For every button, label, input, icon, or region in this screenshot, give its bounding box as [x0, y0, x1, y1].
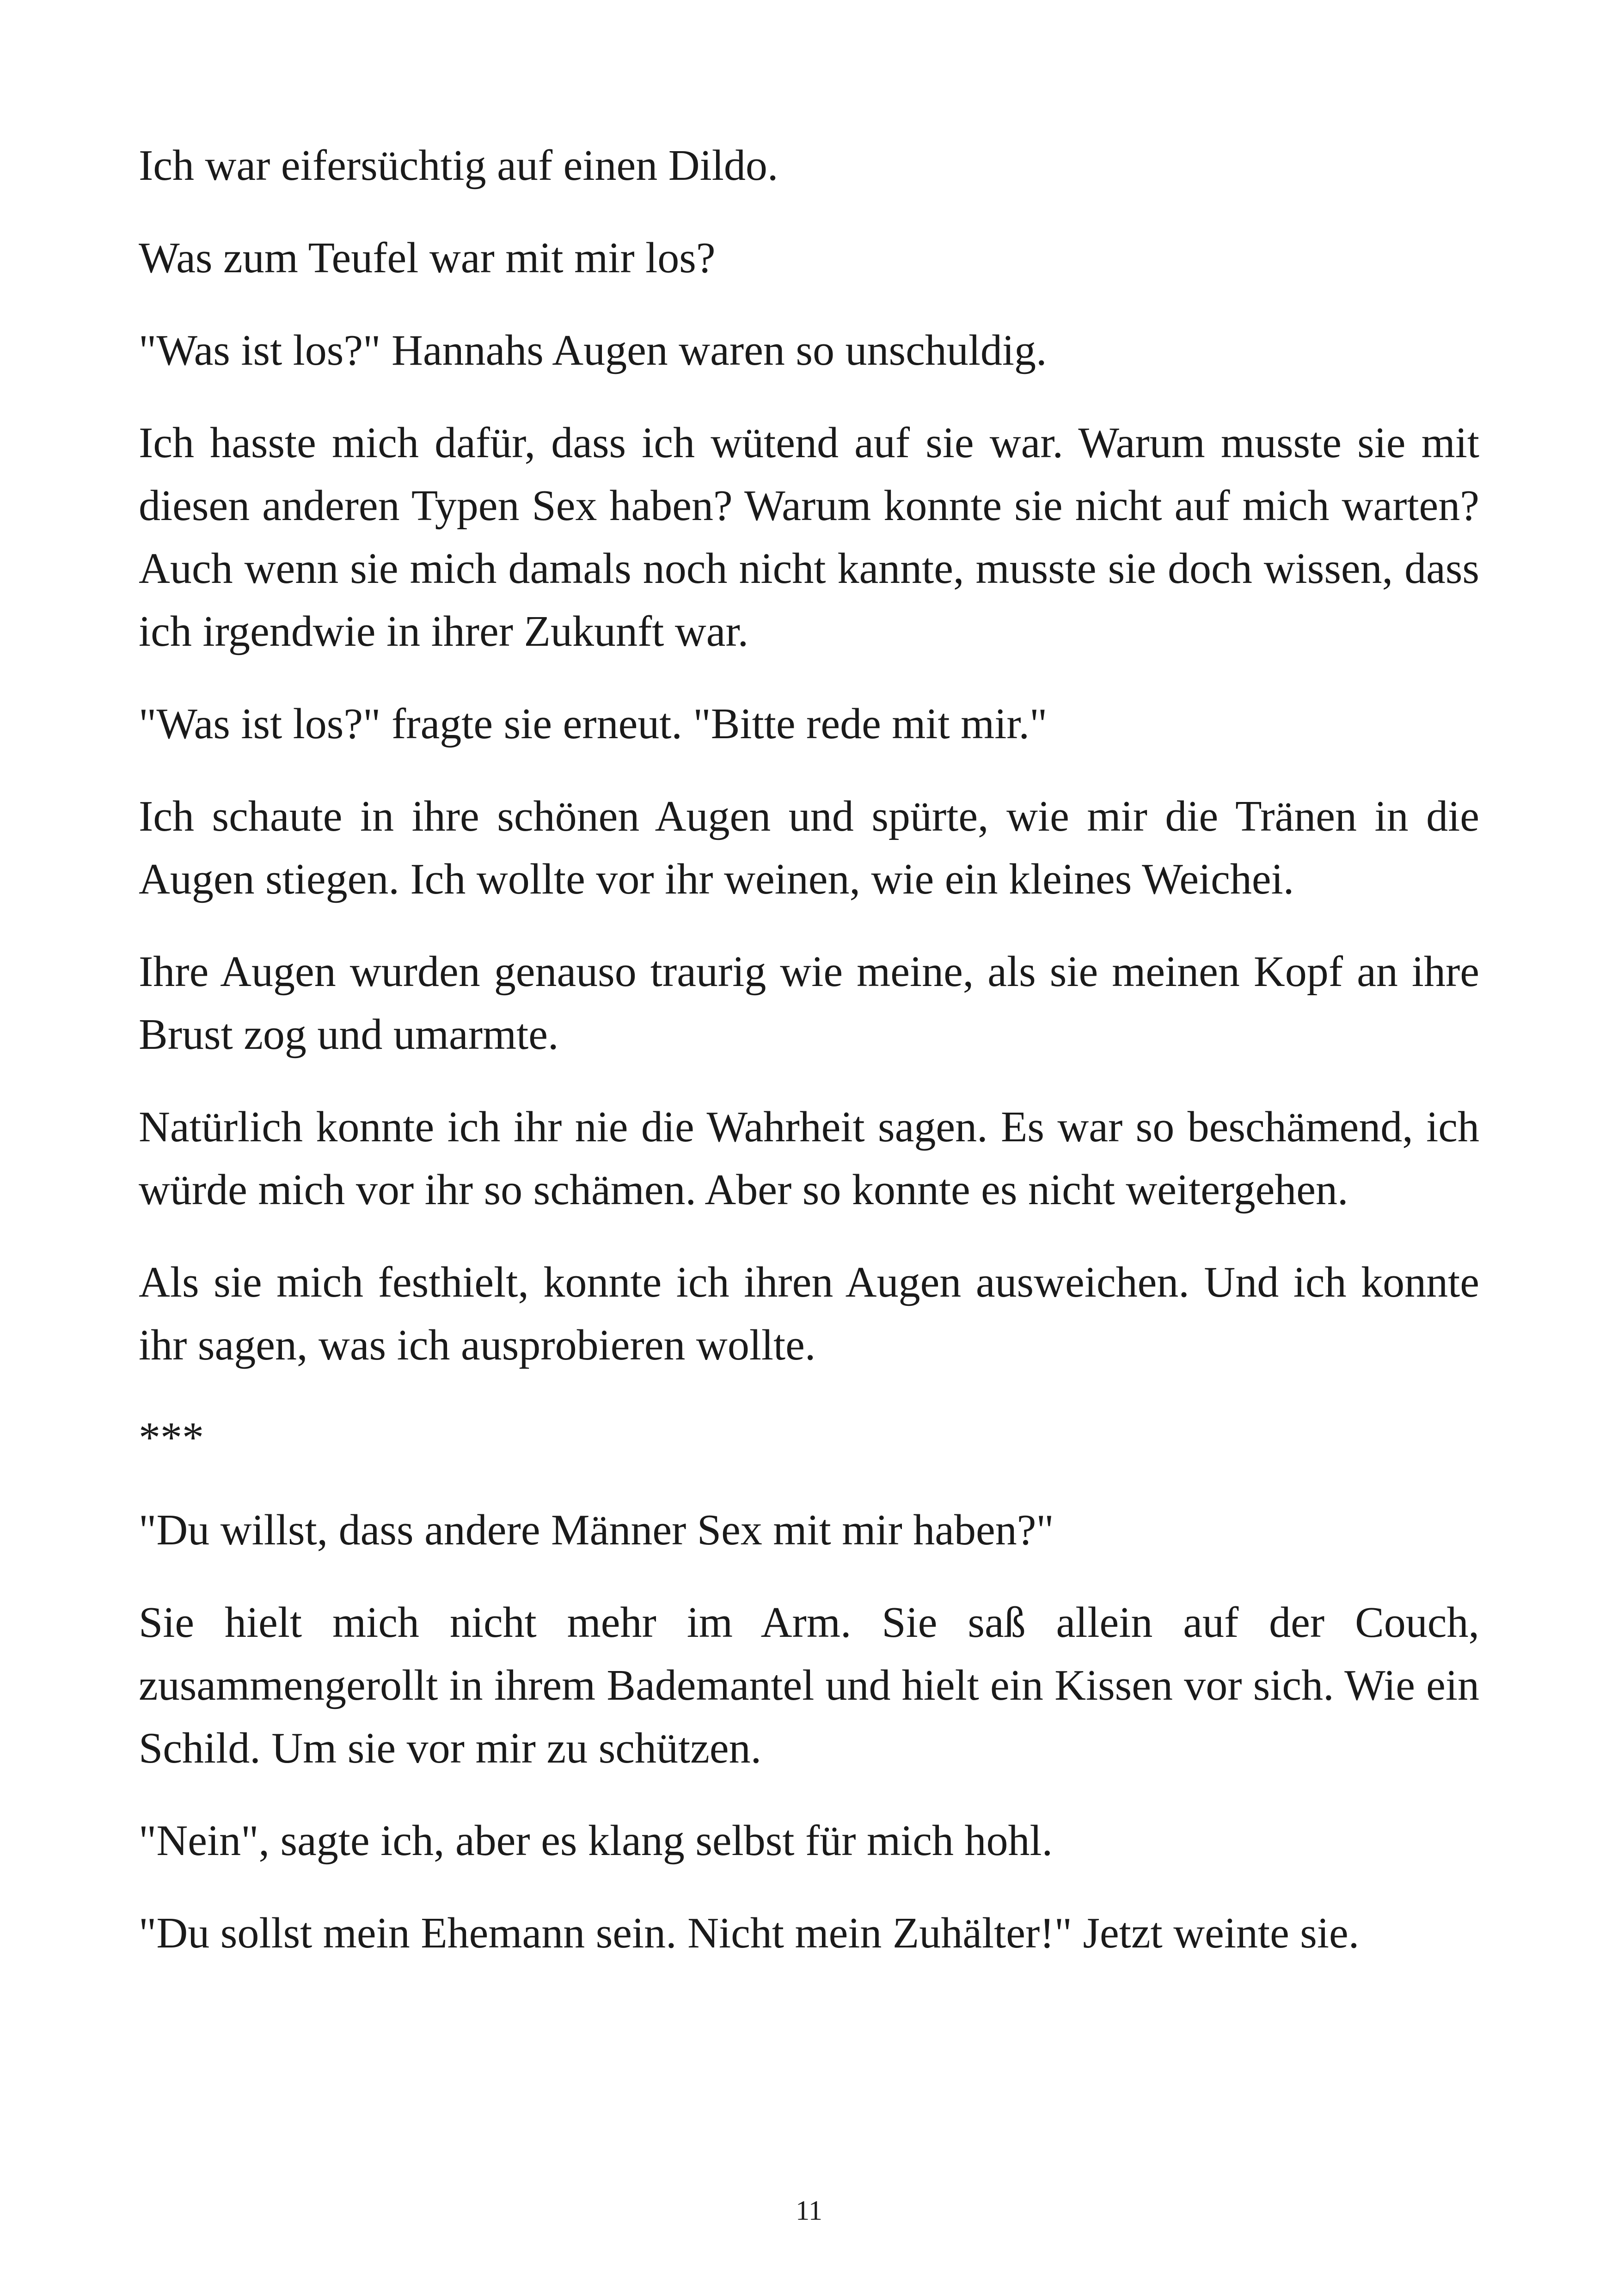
paragraph: "Du sollst mein Ehemann sein. Nicht mein Zuhälter!" Jetzt weinte sie.: [139, 1909, 1360, 1957]
paragraph: "Du willst, dass andere Männer Sex mit mir haben?": [139, 1506, 1054, 1554]
paragraph: "Was ist los?" fragte sie erneut. "Bitte rede mit mir.": [139, 700, 1048, 748]
paragraph: "Nein", sagte ich, aber es klang selbst für mich hohl.: [139, 1817, 1053, 1865]
body-text: [139, 134, 1479, 1994]
paragraph: Als sie mich festhielt, konnte ich ihren Augen ausweichen. Und ich konnte ihr sagen, was ich ausprobieren wollte.: [139, 1258, 1479, 1369]
paragraph: Ich schaute in ihre schönen Augen und spürte, wie mir die Tränen in die Augen stiegen. Ich wollte vor ihr weinen, wie ein kleines Weichei.: [139, 792, 1479, 903]
paragraph: "Was ist los?" Hannahs Augen waren so unschuldig.: [139, 326, 1047, 374]
paragraph: Natürlich konnte ich ihr nie die Wahrheit sagen. Es war so beschämend, ich würde mich vor ihr so schämen. Aber so konnte es nicht weitergehen.: [139, 1103, 1479, 1214]
page-number: 11: [796, 2195, 822, 2226]
paragraph: Ich hasste mich dafür, dass ich wütend auf sie war. Warum musste sie mit diesen anderen Typen Sex haben? Warum konnte sie nicht auf mich warten? Auch wenn sie mich damals noch nicht kannte, musste sie doch wissen, dass ich irgendwie in ihrer Zukunft war.: [139, 419, 1479, 655]
scene-break: ***: [139, 1414, 204, 1462]
paragraph: Sie hielt mich nicht mehr im Arm. Sie saß allein auf der Couch, zusammengerollt in ihrem Bademantel und hielt ein Kissen vor sich. Wie ein Schild. Um sie vor mir zu schützen.: [139, 1598, 1479, 1772]
paragraph: Ihre Augen wurden genauso traurig wie meine, als sie meinen Kopf an ihre Brust zog und umarmte.: [139, 948, 1479, 1059]
paragraph: Was zum Teufel war mit mir los?: [139, 234, 716, 282]
paragraph: Ich war eifersüchtig auf einen Dildo.: [139, 141, 778, 190]
